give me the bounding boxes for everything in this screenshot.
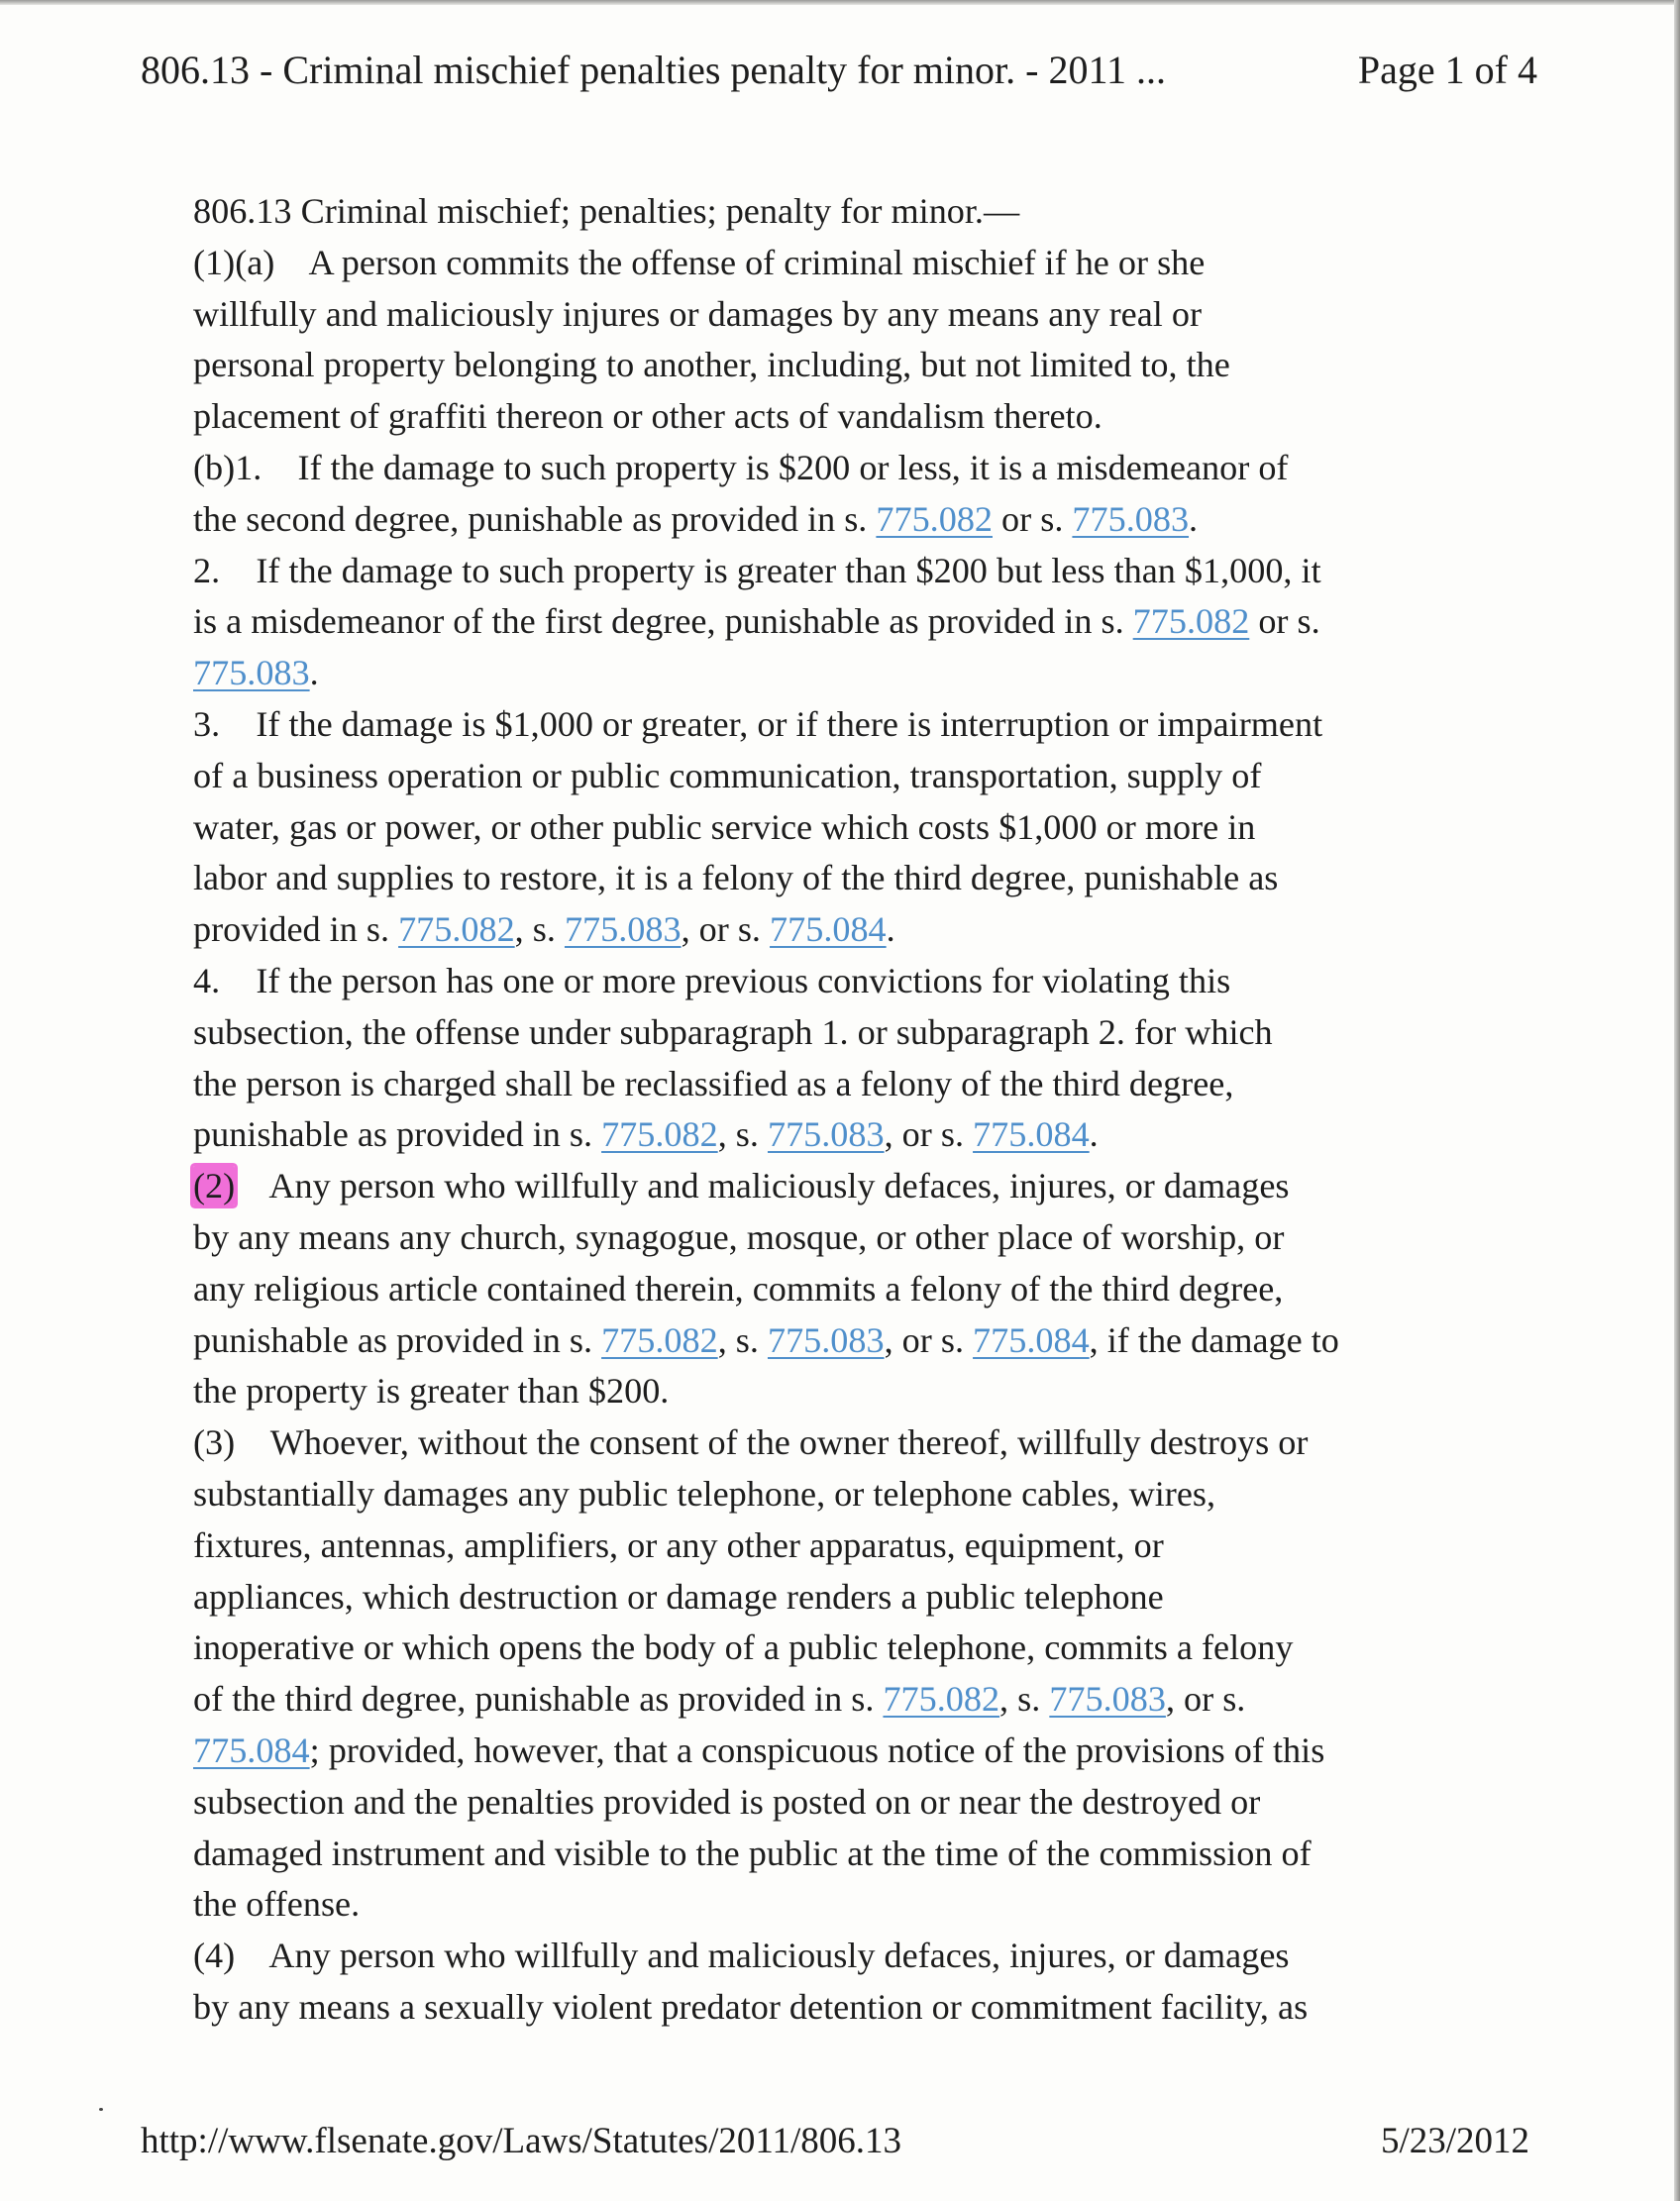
text-line — [193, 494, 1540, 546]
text-segment: , s. — [717, 1114, 768, 1155]
text-segment: provided in s. — [193, 909, 399, 950]
text-line — [193, 1982, 1540, 2034]
text-segment: inoperative or which opens the body of a public telephone, commits a felony — [193, 1627, 1294, 1668]
statute-link[interactable]: 775.082 — [601, 1319, 718, 1360]
statute-link[interactable]: 775.083 — [767, 1319, 885, 1360]
text-line — [193, 1366, 1540, 1417]
text-segment: or s. — [1249, 601, 1320, 642]
text-segment: subsection, the offense under subparagraph 1. or subparagraph 2. for which — [193, 1011, 1273, 1052]
text-segment: of the third degree, punishable as provided in s. — [193, 1679, 884, 1720]
text-line — [193, 1879, 1540, 1931]
statute-link[interactable]: 775.083 — [564, 909, 682, 950]
statute-link[interactable]: 775.084 — [973, 1114, 1090, 1155]
text-segment: , if the damage to — [1089, 1319, 1339, 1360]
statute-link[interactable]: 775.083 — [1049, 1679, 1166, 1720]
print-footer — [141, 2116, 1529, 2167]
text-line — [193, 853, 1540, 904]
highlighted-subsection-number: (2) — [193, 1166, 236, 1206]
text-line — [193, 1109, 1540, 1161]
text-line — [193, 751, 1540, 802]
text-line — [193, 1212, 1540, 1264]
text-segment: the person is charged shall be reclassified as a felony of the third degree, — [193, 1063, 1234, 1103]
text-segment: personal property belonging to another, including, but not limited to, the — [193, 345, 1230, 385]
header-page-number: Page 1 of 4 — [1357, 48, 1537, 92]
text-line — [193, 238, 1540, 289]
statute-body — [193, 186, 1540, 2034]
text-segment: . — [1089, 1114, 1099, 1155]
text-line — [193, 956, 1540, 1007]
text-segment: (1)(a) A person commits the offense of criminal mischief if he or she — [193, 242, 1206, 282]
text-line — [193, 1469, 1540, 1520]
statute-link[interactable]: 775.083 — [767, 1114, 885, 1155]
text-segment: , or s. — [884, 1319, 974, 1360]
text-segment: 4. If the person has one or more previous convictions for violating this — [193, 960, 1231, 1000]
text-segment: , or s. — [884, 1114, 974, 1155]
statute-link[interactable]: 775.082 — [883, 1679, 1000, 1720]
text-segment: the property is greater than $200. — [193, 1371, 670, 1412]
text-line — [193, 1520, 1540, 1572]
text-line — [193, 1417, 1540, 1469]
text-segment: the second degree, punishable as provided in s. — [193, 498, 877, 539]
text-line — [193, 1264, 1540, 1315]
text-segment: Any person who willfully and maliciously defaces, injures, or damages — [235, 1166, 1290, 1206]
text-line — [193, 1931, 1540, 1982]
text-segment: placement of graffiti thereon or other acts of vandalism thereto. — [193, 396, 1102, 437]
text-line — [193, 340, 1540, 391]
text-segment: . — [309, 653, 319, 693]
text-segment: , s. — [514, 909, 565, 950]
text-segment: (b)1. If the damage to such property is $200 or less, it is a misdemeanor of — [193, 447, 1289, 487]
statute-heading: 806.13 Criminal mischief; penalties; penalty for minor.— — [193, 191, 1020, 231]
text-line — [193, 391, 1540, 443]
text-segment: water, gas or power, or other public service which costs $1,000 or more in — [193, 806, 1256, 847]
text-line — [193, 699, 1540, 751]
text-line — [193, 1161, 1540, 1212]
text-segment: by any means a sexually violent predator detention or commitment facility, as — [193, 1986, 1309, 2027]
text-line — [193, 1726, 1540, 1777]
text-segment: 3. If the damage is $1,000 or greater, or if there is interruption or impairment — [193, 703, 1323, 744]
text-segment: , s. — [999, 1679, 1050, 1720]
header-title: 806.13 - Criminal mischief penalties penalty for minor. - 2011 ... — [141, 48, 1166, 92]
text-segment: is a misdemeanor of the first degree, punishable as provided in s. — [193, 601, 1133, 642]
text-line — [193, 1572, 1540, 1624]
statute-link[interactable]: 775.082 — [876, 498, 993, 539]
text-line — [193, 802, 1540, 854]
text-line — [193, 1315, 1540, 1367]
text-segment: or s. — [993, 498, 1073, 539]
text-line — [193, 904, 1540, 956]
text-segment: damaged instrument and visible to the public at the time of the commission of — [193, 1833, 1312, 1873]
text-line — [193, 443, 1540, 494]
text-line — [193, 289, 1540, 341]
statute-link[interactable]: 775.082 — [601, 1114, 718, 1155]
text-line — [193, 1777, 1540, 1829]
footer-url: http://www.flsenate.gov/Laws/Statutes/2011/806.13 — [141, 2121, 902, 2161]
text-segment: by any means any church, synagogue, mosque, or other place of worship, or — [193, 1216, 1285, 1257]
print-header — [141, 42, 1537, 99]
scan-right-edge — [1674, 0, 1680, 2201]
text-segment: (4) Any person who willfully and maliciously defaces, injures, or damages — [193, 1936, 1290, 1976]
text-segment: fixtures, antennas, amplifiers, or any other apparatus, equipment, or — [193, 1524, 1164, 1565]
text-segment: punishable as provided in s. — [193, 1114, 602, 1155]
statute-link[interactable]: 775.084 — [770, 909, 887, 950]
text-segment: subsection and the penalties provided is posted on or near the destroyed or — [193, 1781, 1261, 1822]
scan-speck — [99, 2108, 103, 2111]
statute-link[interactable]: 775.083 — [193, 653, 310, 693]
text-line — [193, 1059, 1540, 1110]
text-segment: . — [886, 909, 895, 950]
text-segment: ; provided, however, that a conspicuous notice of the provisions of this — [309, 1729, 1325, 1770]
footer-date: 5/23/2012 — [1380, 2121, 1529, 2161]
text-segment: of a business operation or public communication, transportation, supply of — [193, 755, 1262, 795]
text-segment: labor and supplies to restore, it is a felony of the third degree, punishable as — [193, 858, 1279, 898]
text-segment: willfully and maliciously injures or damages by any means any real or — [193, 293, 1203, 334]
text-segment: punishable as provided in s. — [193, 1319, 602, 1360]
text-segment: the offense. — [193, 1884, 361, 1925]
text-segment: , or s. — [1165, 1679, 1246, 1720]
text-line — [193, 1623, 1540, 1674]
text-line — [193, 596, 1540, 648]
text-segment: any religious article contained therein, commits a felony of the third degree, — [193, 1268, 1284, 1309]
scan-top-edge — [0, 0, 1680, 5]
statute-link[interactable]: 775.083 — [1072, 498, 1190, 539]
text-segment: , or s. — [681, 909, 771, 950]
text-line — [193, 1674, 1540, 1726]
statute-link[interactable]: 775.084 — [973, 1319, 1090, 1360]
text-segment: appliances, which destruction or damage renders a public telephone — [193, 1576, 1164, 1617]
statute-link[interactable]: 775.084 — [193, 1729, 310, 1770]
text-line — [193, 546, 1540, 597]
text-segment: 2. If the damage to such property is greater than $200 but less than $1,000, it — [193, 550, 1321, 590]
text-line — [193, 648, 1540, 699]
statute-link[interactable]: 775.082 — [398, 909, 515, 950]
text-line — [193, 1007, 1540, 1059]
text-segment: , s. — [717, 1319, 768, 1360]
statute-link[interactable]: 775.082 — [1132, 601, 1250, 642]
text-line — [193, 1829, 1540, 1880]
text-segment: substantially damages any public telephone, or telephone cables, wires, — [193, 1473, 1216, 1514]
text-segment: (3) Whoever, without the consent of the owner thereof, willfully destroys or — [193, 1422, 1309, 1463]
text-segment: . — [1189, 498, 1199, 539]
